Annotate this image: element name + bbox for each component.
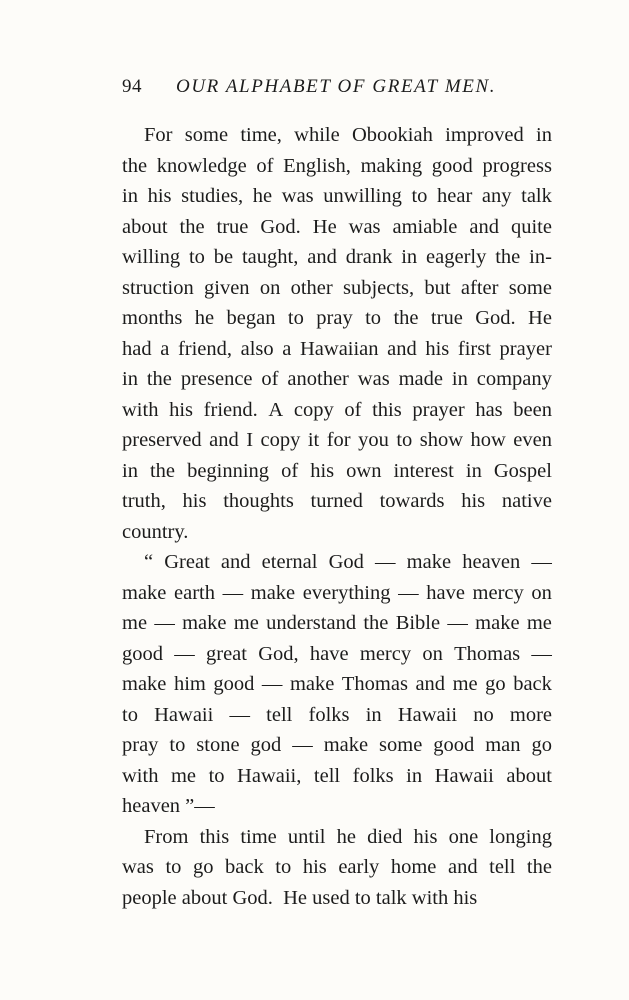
text-line: the knowledge of English, making good progress [122, 154, 552, 177]
text-line: in the beginning of his own interest in Gospel [122, 459, 552, 482]
paragraph [122, 120, 552, 547]
text-line: country. [122, 520, 189, 543]
text-line: heaven ”— [122, 795, 215, 817]
text-line: make him good — make Thomas and me go back [122, 673, 552, 695]
text-line: with his friend. A copy of this prayer has been [122, 398, 552, 421]
text-line: me — make me understand the Bible — make me [122, 612, 552, 634]
text-line: to Hawaii — tell folks in Hawaii no more [122, 703, 552, 726]
text-line: months he began to pray to the true God. He [122, 307, 552, 329]
text-line: in the presence of another was made in company [122, 368, 552, 390]
text-line: had a friend, also a Hawaiian and his first prayer [122, 337, 552, 360]
text-line: was to go back to his early home and tell the [122, 856, 552, 878]
text-line: about the true God. He was amiable and quite [122, 215, 552, 238]
text-line: preserved and I copy it for you to show how even [122, 429, 552, 451]
text-line: make earth — make everything — have mercy on [122, 581, 552, 604]
text-line: people about God. He used to talk with his [122, 886, 478, 909]
body-text [122, 120, 552, 913]
paragraph [122, 547, 552, 822]
paragraph [122, 822, 552, 914]
text-line: willing to be taught, and drank in eagerly the in- [122, 246, 552, 268]
text-line: For some time, while Obookiah improved in [144, 124, 552, 146]
text-line: with me to Hawaii, tell folks in Hawaii about [122, 764, 552, 787]
text-line: From this time until he died his one longing [144, 825, 552, 848]
text-line: “ Great and eternal God — make heaven — [144, 551, 552, 573]
page-number: 94 [122, 76, 142, 97]
text-line: pray to stone god — make some good man go [122, 734, 552, 756]
text-line: struction given on other subjects, but after some [122, 276, 552, 299]
running-title: OUR ALPHABET OF GREAT MEN. [176, 76, 497, 97]
text-line: good — great God, have mercy on Thomas — [122, 642, 552, 665]
text-line: truth, his thoughts turned towards his native [122, 490, 552, 512]
text-line: in his studies, he was unwilling to hear any talk [122, 185, 552, 207]
page-header [122, 76, 522, 102]
